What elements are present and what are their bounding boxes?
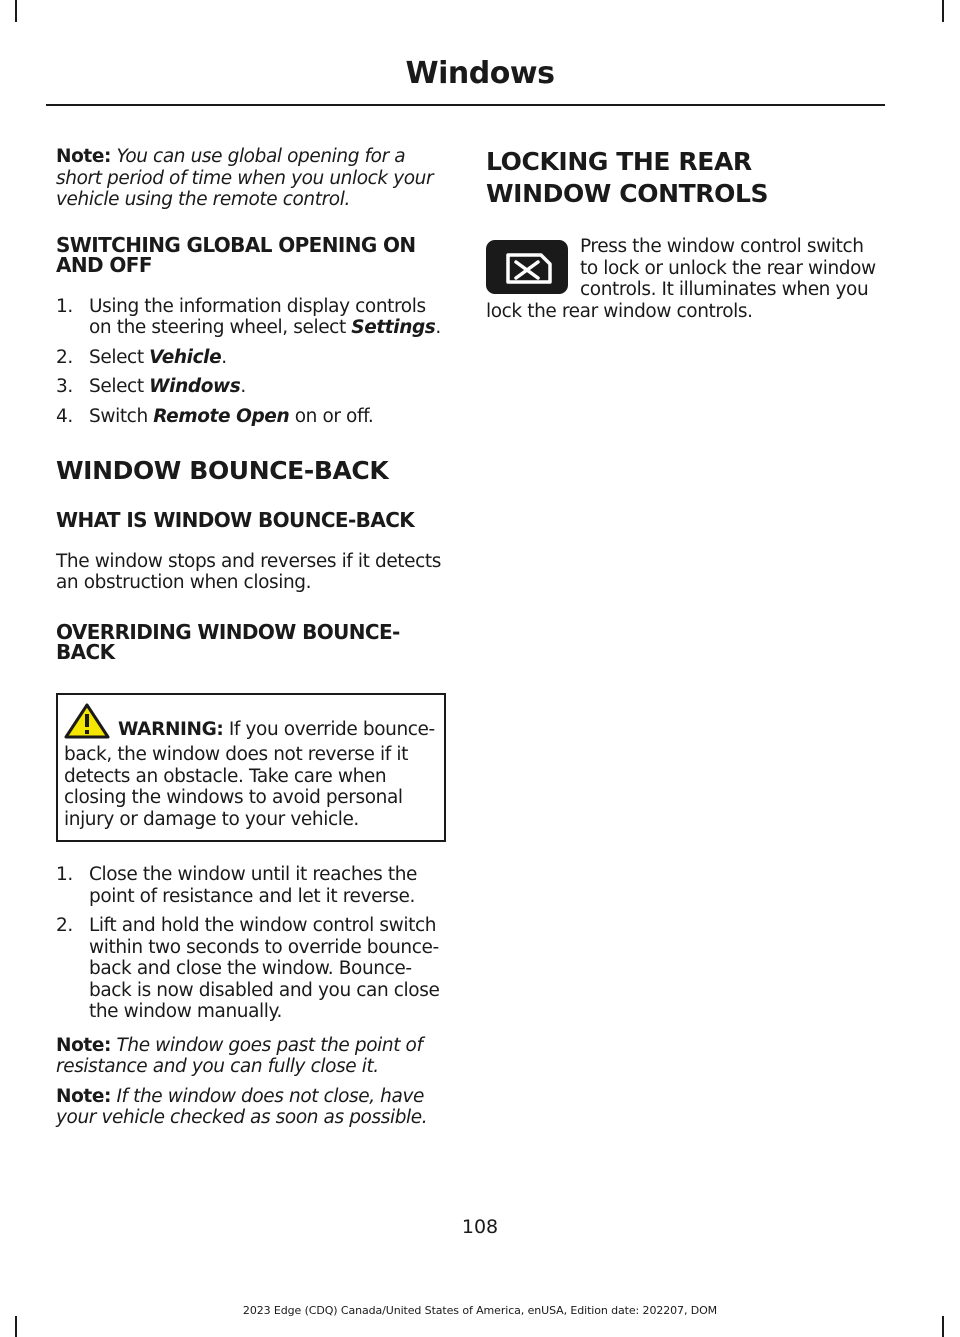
step-number: 2. <box>56 915 73 936</box>
steps-global-opening <box>56 296 446 428</box>
note-label: Note: <box>56 146 111 167</box>
step-text-end: . <box>240 376 246 397</box>
list-item <box>56 296 446 339</box>
note-text: You can use global opening for a short period of time when you unlock your vehicle using the remote control. <box>56 146 434 210</box>
step-number: 1. <box>56 864 73 885</box>
step-text: Select <box>89 346 150 368</box>
warning-text: If you override bounce-back, the window does not reverse if it detects an obstacle. Take care when closing the windows to avoid personal injury or damage to your vehicle. <box>64 718 435 830</box>
steps-override-bounce-back <box>56 864 446 1023</box>
note-does-not-close <box>56 1086 446 1129</box>
step-menu-item: Vehicle <box>149 346 222 368</box>
step-text: Switch <box>89 405 154 427</box>
step-number: 3. <box>56 376 73 397</box>
paragraph-lock-rear-windows: Press the window control switch to lock or unlock the rear window controls. It illuminates when you lock the rear window controls. <box>486 236 876 322</box>
list-item <box>56 915 446 1023</box>
heading-overriding-bounce-back: OVERRIDING WINDOW BOUNCE-BACK <box>56 619 400 664</box>
list-item <box>56 406 446 428</box>
step-text: Lift and hold the window control switch within two seconds to override bounce-back and close the window. Bounce-back is now disabled and you can close the window manually. <box>89 915 440 1022</box>
warning-paragraph <box>64 703 438 831</box>
note-past-resistance <box>56 1035 446 1078</box>
heading-window-bounce-back: WINDOW BOUNCE-BACK <box>56 456 389 485</box>
step-menu-item: Windows <box>149 376 241 397</box>
step-text: Using the information display controls on the steering wheel, select <box>89 295 426 338</box>
right-column <box>486 146 878 322</box>
paragraph-bounce-back: The window stops and reverses if it detects an obstruction when closing. <box>56 550 442 593</box>
note-label: Note: <box>56 1085 111 1107</box>
list-item <box>56 347 446 369</box>
step-number: 1. <box>56 295 73 317</box>
step-number: 4. <box>56 405 73 427</box>
page-title: Windows <box>405 56 555 91</box>
step-menu-item: Settings <box>351 317 436 338</box>
note-global-opening <box>56 146 446 211</box>
warning-label: WARNING: <box>118 718 224 740</box>
crop-mark-bottom-left <box>15 1316 17 1337</box>
crop-mark-bottom-right <box>942 1316 944 1337</box>
step-text-end: on or off. <box>289 405 374 427</box>
note-text: The window goes past the point of resistance and you can fully close it. <box>56 1034 423 1077</box>
list-item <box>56 376 446 398</box>
heading-what-is-bounce-back: WHAT IS WINDOW BOUNCE-BACK <box>56 508 415 532</box>
warning-box <box>56 693 446 843</box>
step-text: Close the window until it reaches the point of resistance and let it reverse. <box>89 864 418 907</box>
lock-section <box>486 236 878 322</box>
step-text-end: . <box>435 317 441 338</box>
step-text-end: . <box>221 346 227 368</box>
header-divider <box>46 104 885 106</box>
left-column <box>56 146 446 1155</box>
page-number: 108 <box>461 1216 499 1238</box>
warning-triangle-icon <box>64 703 110 745</box>
note-label: Note: <box>56 1034 111 1056</box>
step-number: 2. <box>56 346 73 368</box>
step-text: Select <box>89 376 150 397</box>
edition-footer: 2023 Edge (CDQ) Canada/United States of America, enUSA, Edition date: 202207, DOM <box>242 1304 718 1317</box>
heading-switching-global-opening: SWITCHING GLOBAL OPENING ON AND OFF <box>56 232 416 277</box>
crop-mark-top-right <box>942 0 944 22</box>
window-lock-icon <box>486 240 568 294</box>
step-menu-item: Remote Open <box>153 405 290 427</box>
crop-mark-top-left <box>15 0 17 22</box>
note-text: If the window does not close, have your vehicle checked as soon as possible. <box>56 1085 428 1128</box>
list-item <box>56 864 446 907</box>
heading-locking-rear-window-controls: LOCKING THE REAR WINDOW CONTROLS <box>486 147 769 208</box>
